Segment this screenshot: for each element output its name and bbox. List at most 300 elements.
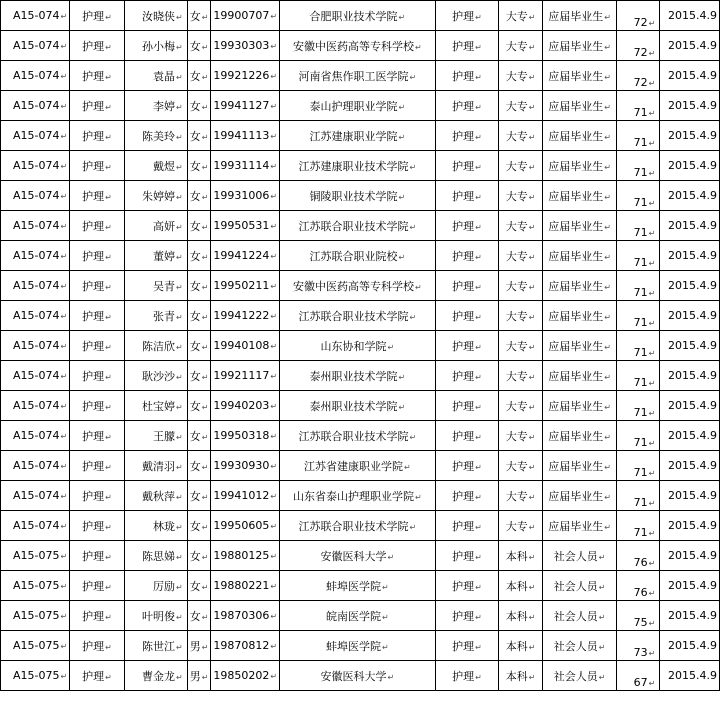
date-cell [660, 181, 720, 211]
school-cell [280, 301, 435, 331]
position-code-cell [1, 391, 70, 421]
birth-date-cell [211, 271, 280, 301]
paragraph-mark-icon: ↵ [175, 102, 183, 112]
gender-text: 女 [189, 459, 201, 473]
education-cell [499, 271, 542, 301]
major-cell [70, 151, 125, 181]
table-body [1, 1, 720, 691]
paragraph-mark-icon: ↵ [175, 42, 183, 52]
study-major-cell [435, 391, 499, 421]
school-cell [280, 271, 435, 301]
name-text: 陈洁欣 [141, 339, 175, 353]
table-row [1, 391, 720, 421]
paragraph-mark-icon: ↵ [175, 642, 183, 652]
education-cell [499, 121, 542, 151]
name-cell [124, 241, 187, 271]
position-code-text: A15-074 [13, 399, 60, 412]
gender-cell [187, 181, 211, 211]
position-code-cell [1, 91, 70, 121]
position-code-cell [1, 361, 70, 391]
study-major-text: 护理 [452, 429, 475, 443]
name-cell [124, 631, 187, 661]
paragraph-mark-icon: ↵ [409, 312, 417, 322]
date-cell [660, 1, 720, 31]
date-cell [660, 301, 720, 331]
table-row [1, 631, 720, 661]
position-code-cell [1, 571, 70, 601]
education-text: 大专 [505, 189, 528, 203]
birth-date-text: 19870812 [213, 639, 270, 652]
school-text: 江苏建康职业技术学院 [298, 159, 409, 173]
category-cell [542, 661, 617, 691]
gender-text: 女 [189, 249, 201, 263]
paragraph-mark-icon: ↵ [528, 132, 536, 142]
education-text: 大专 [505, 459, 528, 473]
school-cell [280, 151, 435, 181]
name-text: 曹金龙 [141, 669, 175, 683]
study-major-text: 护理 [452, 9, 475, 23]
paragraph-mark-icon: ↵ [105, 162, 112, 172]
paragraph-mark-icon: ↵ [201, 492, 209, 502]
paragraph-mark-icon: ↵ [475, 102, 482, 112]
paragraph-mark-icon: ↵ [270, 462, 278, 471]
position-code-text: A15-074 [13, 249, 60, 262]
table-row [1, 511, 720, 541]
birth-date-cell [211, 601, 280, 631]
paragraph-mark-icon: ↵ [475, 642, 482, 652]
birth-date-text: 19880221 [213, 579, 270, 592]
major-cell [70, 1, 125, 31]
paragraph-mark-icon: ↵ [475, 162, 482, 172]
paragraph-mark-icon: ↵ [105, 42, 112, 52]
category-text: 社会人员 [553, 609, 598, 623]
table-row [1, 481, 720, 511]
paragraph-mark-icon: ↵ [105, 282, 112, 292]
gender-cell [187, 211, 211, 241]
gender-text: 女 [189, 549, 201, 563]
paragraph-mark-icon: ↵ [528, 162, 536, 172]
gender-cell [187, 61, 211, 91]
paragraph-mark-icon: ↵ [60, 462, 68, 471]
study-major-cell [435, 121, 499, 151]
table-row [1, 1, 720, 31]
school-text: 安徽医科大学 [320, 549, 387, 563]
paragraph-mark-icon: ↵ [175, 462, 183, 472]
education-text: 大专 [505, 369, 528, 383]
position-code-cell [1, 31, 70, 61]
gender-cell [187, 91, 211, 121]
gender-text: 女 [189, 129, 201, 143]
birth-date-text: 19941224 [213, 249, 270, 262]
category-text: 社会人员 [553, 639, 598, 653]
name-cell [124, 211, 187, 241]
paragraph-mark-icon: ↵ [604, 72, 611, 82]
position-code-text: A15-074 [13, 519, 60, 532]
score-cell [617, 511, 660, 541]
table-row [1, 181, 720, 211]
school-text: 河南省焦作职工医学院 [298, 69, 409, 83]
category-cell [542, 301, 617, 331]
school-cell [280, 91, 435, 121]
paragraph-mark-icon: ↵ [475, 312, 482, 322]
study-major-cell [435, 271, 499, 301]
paragraph-mark-icon: ↵ [398, 402, 406, 412]
paragraph-mark-icon: ↵ [270, 72, 278, 81]
birth-date-cell [211, 61, 280, 91]
position-code-cell [1, 661, 70, 691]
education-cell [499, 541, 542, 571]
paragraph-mark-icon: ↵ [105, 312, 112, 322]
score-text: 71 [633, 226, 648, 239]
birth-date-text: 19941012 [213, 489, 270, 502]
paragraph-mark-icon: ↵ [270, 582, 278, 591]
paragraph-mark-icon: ↵ [528, 222, 536, 232]
paragraph-mark-icon: ↵ [648, 559, 656, 568]
paragraph-mark-icon: ↵ [475, 132, 482, 142]
gender-text: 男 [189, 669, 201, 683]
paragraph-mark-icon: ↵ [648, 529, 656, 538]
category-cell [542, 121, 617, 151]
study-major-text: 护理 [452, 369, 475, 383]
education-text: 本科 [505, 639, 528, 653]
paragraph-mark-icon: ↵ [105, 132, 112, 142]
name-cell [124, 481, 187, 511]
score-cell [617, 1, 660, 31]
paragraph-mark-icon: ↵ [475, 252, 482, 262]
category-text: 应届毕业生 [548, 279, 604, 293]
school-text: 江苏联合职业技术学院 [298, 429, 409, 443]
gender-cell [187, 1, 211, 31]
paragraph-mark-icon: ↵ [648, 169, 656, 178]
major-text: 护理 [82, 549, 105, 563]
paragraph-mark-icon: ↵ [105, 192, 112, 202]
gender-text: 女 [189, 159, 201, 173]
paragraph-mark-icon: ↵ [60, 582, 68, 591]
category-cell [542, 421, 617, 451]
name-cell [124, 181, 187, 211]
paragraph-mark-icon: ↵ [105, 372, 112, 382]
school-text: 泰山护理职业学院 [309, 99, 398, 113]
birth-date-cell [211, 631, 280, 661]
paragraph-mark-icon: ↵ [201, 102, 209, 112]
paragraph-mark-icon: ↵ [475, 492, 482, 502]
paragraph-mark-icon: ↵ [270, 162, 278, 171]
category-cell [542, 151, 617, 181]
paragraph-mark-icon: ↵ [598, 582, 606, 592]
score-text: 71 [633, 136, 648, 149]
school-text: 蚌埠医学院 [325, 639, 381, 653]
position-code-text: A15-074 [13, 219, 60, 232]
paragraph-mark-icon: ↵ [105, 222, 112, 232]
paragraph-mark-icon: ↵ [604, 522, 611, 532]
study-major-text: 护理 [452, 339, 475, 353]
birth-date-cell [211, 151, 280, 181]
paragraph-mark-icon: ↵ [403, 462, 411, 472]
position-code-text: A15-075 [13, 549, 60, 562]
paragraph-mark-icon: ↵ [201, 282, 209, 292]
paragraph-mark-icon: ↵ [528, 642, 536, 652]
major-text: 护理 [82, 459, 105, 473]
paragraph-mark-icon: ↵ [387, 342, 395, 352]
major-cell [70, 61, 125, 91]
date-cell [660, 631, 720, 661]
paragraph-mark-icon: ↵ [60, 432, 68, 441]
score-cell [617, 631, 660, 661]
birth-date-text: 19930930 [213, 459, 270, 472]
category-cell [542, 361, 617, 391]
paragraph-mark-icon: ↵ [528, 672, 536, 682]
paragraph-mark-icon: ↵ [105, 672, 112, 682]
name-text: 袁晶 [152, 69, 175, 83]
school-text: 安徽中医药高等专科学校 [292, 279, 414, 293]
name-text: 厉励 [152, 579, 175, 593]
birth-date-cell [211, 211, 280, 241]
paragraph-mark-icon: ↵ [201, 432, 209, 442]
gender-text: 女 [189, 309, 201, 323]
birth-date-text: 19940203 [213, 399, 270, 412]
birth-date-text: 19950531 [213, 219, 270, 232]
study-major-text: 护理 [452, 99, 475, 113]
position-code-cell [1, 1, 70, 31]
date-cell [660, 481, 720, 511]
major-text: 护理 [82, 639, 105, 653]
study-major-text: 护理 [452, 309, 475, 323]
date-text: 2015.4.9 [668, 99, 717, 112]
date-text: 2015.4.9 [668, 369, 717, 382]
date-text: 2015.4.9 [668, 249, 717, 262]
name-text: 朱婷婷 [141, 189, 175, 203]
paragraph-mark-icon: ↵ [528, 522, 536, 532]
school-text: 安徽中医药高等专科学校 [292, 39, 414, 53]
paragraph-mark-icon: ↵ [201, 642, 209, 652]
paragraph-mark-icon: ↵ [60, 402, 68, 411]
study-major-cell [435, 571, 499, 601]
score-text: 71 [633, 166, 648, 179]
study-major-text: 护理 [452, 579, 475, 593]
education-text: 大专 [505, 39, 528, 53]
score-cell [617, 601, 660, 631]
education-text: 大专 [505, 219, 528, 233]
table-row [1, 451, 720, 481]
education-text: 大专 [505, 9, 528, 23]
major-cell [70, 511, 125, 541]
paragraph-mark-icon: ↵ [270, 372, 278, 381]
paragraph-mark-icon: ↵ [648, 49, 656, 58]
paragraph-mark-icon: ↵ [648, 679, 656, 688]
paragraph-mark-icon: ↵ [60, 12, 68, 21]
date-text: 2015.4.9 [668, 159, 717, 172]
major-cell [70, 241, 125, 271]
paragraph-mark-icon: ↵ [175, 252, 183, 262]
study-major-text: 护理 [452, 399, 475, 413]
score-cell [617, 541, 660, 571]
paragraph-mark-icon: ↵ [409, 522, 417, 532]
table-row [1, 301, 720, 331]
name-text: 张青 [152, 309, 175, 323]
paragraph-mark-icon: ↵ [598, 612, 606, 622]
position-code-cell [1, 181, 70, 211]
category-cell [542, 271, 617, 301]
birth-date-text: 19921117 [213, 369, 270, 382]
paragraph-mark-icon: ↵ [475, 372, 482, 382]
position-code-text: A15-075 [13, 609, 60, 622]
category-text: 应届毕业生 [548, 129, 604, 143]
category-text: 应届毕业生 [548, 189, 604, 203]
study-major-cell [435, 151, 499, 181]
birth-date-cell [211, 661, 280, 691]
major-text: 护理 [82, 219, 105, 233]
name-text: 叶明俊 [141, 609, 175, 623]
education-text: 本科 [505, 549, 528, 563]
major-cell [70, 631, 125, 661]
major-text: 护理 [82, 249, 105, 263]
major-text: 护理 [82, 429, 105, 443]
date-cell [660, 61, 720, 91]
paragraph-mark-icon: ↵ [528, 282, 536, 292]
paragraph-mark-icon: ↵ [598, 672, 606, 682]
birth-date-cell [211, 31, 280, 61]
score-cell [617, 121, 660, 151]
birth-date-text: 19850202 [213, 669, 270, 682]
paragraph-mark-icon: ↵ [528, 102, 536, 112]
position-code-text: A15-075 [13, 639, 60, 652]
gender-cell [187, 601, 211, 631]
paragraph-mark-icon: ↵ [414, 282, 422, 292]
paragraph-mark-icon: ↵ [398, 132, 406, 142]
paragraph-mark-icon: ↵ [175, 72, 183, 82]
school-text: 江苏建康职业学院 [309, 129, 398, 143]
score-cell [617, 271, 660, 301]
study-major-text: 护理 [452, 639, 475, 653]
score-cell [617, 451, 660, 481]
birth-date-text: 19941222 [213, 309, 270, 322]
major-cell [70, 211, 125, 241]
paragraph-mark-icon: ↵ [60, 642, 68, 651]
study-major-cell [435, 241, 499, 271]
birth-date-text: 19870306 [213, 609, 270, 622]
education-text: 大专 [505, 519, 528, 533]
paragraph-mark-icon: ↵ [528, 372, 536, 382]
birth-date-cell [211, 481, 280, 511]
education-cell [499, 61, 542, 91]
name-cell [124, 421, 187, 451]
date-cell [660, 661, 720, 691]
education-text: 大专 [505, 399, 528, 413]
major-cell [70, 91, 125, 121]
school-cell [280, 601, 435, 631]
school-cell [280, 121, 435, 151]
position-code-text: A15-074 [13, 9, 60, 22]
paragraph-mark-icon: ↵ [604, 312, 611, 322]
school-cell [280, 331, 435, 361]
paragraph-mark-icon: ↵ [528, 612, 536, 622]
paragraph-mark-icon: ↵ [648, 619, 656, 628]
position-code-text: A15-074 [13, 369, 60, 382]
date-cell [660, 91, 720, 121]
paragraph-mark-icon: ↵ [270, 342, 278, 351]
birth-date-text: 19940108 [213, 339, 270, 352]
gender-cell [187, 661, 211, 691]
birth-date-cell [211, 391, 280, 421]
study-major-text: 护理 [452, 159, 475, 173]
name-cell [124, 331, 187, 361]
gender-text: 女 [189, 429, 201, 443]
gender-text: 女 [189, 189, 201, 203]
paragraph-mark-icon: ↵ [475, 72, 482, 82]
name-text: 戴清羽 [141, 459, 175, 473]
name-cell [124, 1, 187, 31]
position-code-cell [1, 541, 70, 571]
paragraph-mark-icon: ↵ [604, 432, 611, 442]
paragraph-mark-icon: ↵ [201, 342, 209, 352]
paragraph-mark-icon: ↵ [381, 642, 389, 652]
birth-date-cell [211, 241, 280, 271]
table-row [1, 571, 720, 601]
paragraph-mark-icon: ↵ [175, 522, 183, 532]
category-text: 应届毕业生 [548, 459, 604, 473]
birth-date-text: 19931006 [213, 189, 270, 202]
position-code-cell [1, 511, 70, 541]
school-cell [280, 61, 435, 91]
category-text: 应届毕业生 [548, 399, 604, 413]
school-cell [280, 1, 435, 31]
paragraph-mark-icon: ↵ [398, 12, 406, 22]
study-major-text: 护理 [452, 489, 475, 503]
category-text: 社会人员 [553, 669, 598, 683]
paragraph-mark-icon: ↵ [270, 192, 278, 201]
position-code-text: A15-074 [13, 459, 60, 472]
paragraph-mark-icon: ↵ [105, 12, 112, 22]
name-text: 林珑 [152, 519, 175, 533]
study-major-cell [435, 1, 499, 31]
category-text: 应届毕业生 [548, 99, 604, 113]
study-major-cell [435, 91, 499, 121]
paragraph-mark-icon: ↵ [175, 12, 183, 22]
paragraph-mark-icon: ↵ [60, 132, 68, 141]
education-text: 大专 [505, 249, 528, 263]
paragraph-mark-icon: ↵ [60, 102, 68, 111]
position-code-cell [1, 151, 70, 181]
major-cell [70, 601, 125, 631]
gender-cell [187, 391, 211, 421]
name-text: 杜宝婷 [141, 399, 175, 413]
paragraph-mark-icon: ↵ [175, 432, 183, 442]
name-cell [124, 451, 187, 481]
paragraph-mark-icon: ↵ [475, 222, 482, 232]
study-major-cell [435, 211, 499, 241]
paragraph-mark-icon: ↵ [201, 132, 209, 142]
name-cell [124, 301, 187, 331]
major-text: 护理 [82, 189, 105, 203]
table-row [1, 421, 720, 451]
gender-text: 女 [189, 369, 201, 383]
school-text: 皖南医学院 [325, 609, 381, 623]
education-cell [499, 181, 542, 211]
date-text: 2015.4.9 [668, 489, 717, 502]
school-cell [280, 211, 435, 241]
paragraph-mark-icon: ↵ [270, 402, 278, 411]
paragraph-mark-icon: ↵ [475, 552, 482, 562]
category-cell [542, 181, 617, 211]
name-cell [124, 571, 187, 601]
category-cell [542, 331, 617, 361]
birth-date-text: 19950605 [213, 519, 270, 532]
score-cell [617, 211, 660, 241]
paragraph-mark-icon: ↵ [201, 552, 209, 562]
gender-cell [187, 31, 211, 61]
score-text: 71 [633, 406, 648, 419]
position-code-text: A15-075 [13, 579, 60, 592]
